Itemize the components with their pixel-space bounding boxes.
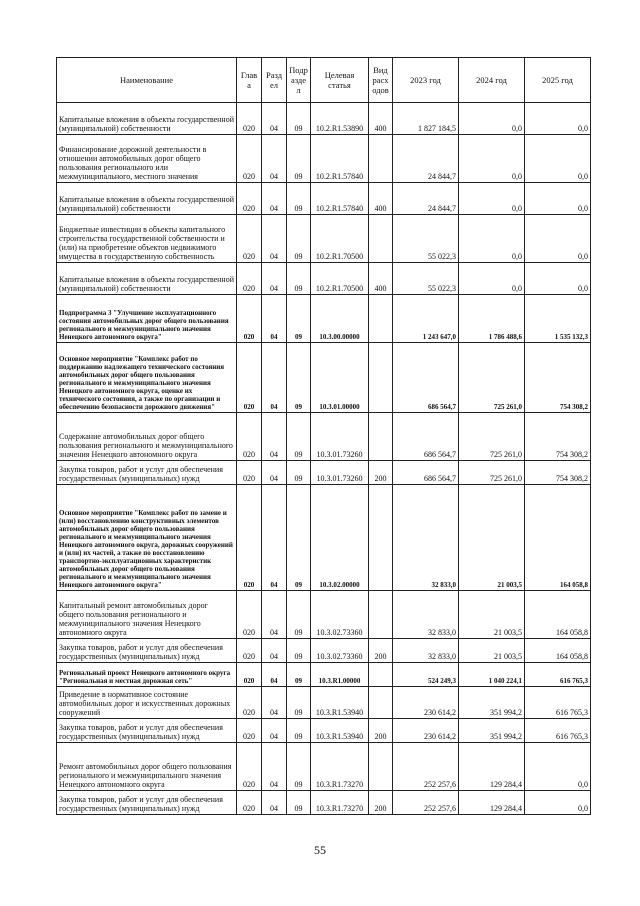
cell-name: Приведение в нормативное состояние автомобильных дорог и искусственных дорожных сооружений (57, 687, 237, 719)
cell-article: 10.3.01.73260 (311, 461, 369, 485)
cell-vid (369, 663, 393, 687)
cell-name: Капитальные вложения в объекты государственной (муниципальной) собственности (57, 183, 237, 215)
table-row (57, 591, 591, 639)
cell-vid (369, 295, 393, 343)
cell-article: 10.2.R1.70500 (311, 215, 369, 263)
cell-name: Капитальный ремонт автомобильных дорог общего пользования регионального и межмуниципального значения Ненецкого автономного округа (57, 591, 237, 639)
cell-article: 10.3.02.73360 (311, 591, 369, 639)
cell-2024: 0,0 (459, 263, 525, 295)
cell-article: 10.3.R1.73270 (311, 791, 369, 815)
cell-vid (369, 343, 393, 413)
cell-2023: 1 827 184,5 (393, 103, 459, 135)
table-row (57, 413, 591, 461)
cell-glava: 020 (237, 639, 262, 663)
cell-glava: 020 (237, 461, 262, 485)
cell-name: Основное мероприятие "Комплекс работ по замене и (или) восстановлению конструктивных элементов автомобильных дорог общего пользования регионального и межмуниципального значения Ненецкого автономного округа, дорожных сооружений и (или) их частей, а также по восстановлению транспортно-эксплуатационных характеристик автомобильных дорог общего пользования регионального и межмуниципального значения Ненецкого автономного округа" (57, 485, 237, 591)
table-row (57, 687, 591, 719)
cell-article: 10.3.R1.53940 (311, 719, 369, 743)
table-row (57, 791, 591, 815)
header-2025: 2025 год (525, 58, 591, 103)
cell-2023: 32 833,0 (393, 485, 459, 591)
cell-podrazdel: 09 (287, 263, 311, 295)
cell-glava: 020 (237, 743, 262, 791)
cell-razdel: 04 (262, 639, 287, 663)
page-number: 55 (314, 843, 326, 857)
cell-2025: 754 308,2 (525, 461, 591, 485)
cell-2025: 164 058,8 (525, 485, 591, 591)
cell-2024: 0,0 (459, 215, 525, 263)
cell-glava: 020 (237, 687, 262, 719)
cell-razdel: 04 (262, 485, 287, 591)
cell-podrazdel: 09 (287, 663, 311, 687)
cell-2023: 252 257,6 (393, 791, 459, 815)
cell-vid (369, 135, 393, 183)
cell-razdel: 04 (262, 103, 287, 135)
table-row (57, 743, 591, 791)
table-row (57, 461, 591, 485)
table-row (57, 263, 591, 295)
cell-podrazdel: 09 (287, 215, 311, 263)
cell-name: Капитальные вложения в объекты государственной (муниципальной) собственности (57, 263, 237, 295)
cell-2024: 0,0 (459, 183, 525, 215)
cell-podrazdel: 09 (287, 103, 311, 135)
header-podrazdel: Подр азде л (287, 58, 311, 103)
cell-2024: 1 040 224,1 (459, 663, 525, 687)
cell-podrazdel: 09 (287, 743, 311, 791)
table-row (57, 215, 591, 263)
table-row (57, 719, 591, 743)
cell-article: 10.3.02.00000 (311, 485, 369, 591)
table-row (57, 343, 591, 413)
cell-2025: 0,0 (525, 103, 591, 135)
cell-2025: 0,0 (525, 183, 591, 215)
cell-name: Бюджетные инвестиции в объекты капитального строительства государственной собственности и (или) на приобретение объектов недвижимого имущества в государственную собственность (57, 215, 237, 263)
cell-vid (369, 743, 393, 791)
cell-2025: 0,0 (525, 743, 591, 791)
cell-2025: 1 535 132,3 (525, 295, 591, 343)
header-name: Наименование (57, 58, 237, 103)
cell-vid: 400 (369, 263, 393, 295)
cell-vid (369, 687, 393, 719)
cell-vid (369, 215, 393, 263)
table-row (57, 485, 591, 591)
cell-name: Финансирование дорожной деятельности в отношении автомобильных дорог общего пользования регионального или межмуниципального, местного значения (57, 135, 237, 183)
cell-2023: 686 564,7 (393, 343, 459, 413)
cell-2023: 55 022,3 (393, 215, 459, 263)
cell-article: 10.2.R1.57840 (311, 135, 369, 183)
table-header-row (57, 58, 591, 103)
cell-glava: 020 (237, 485, 262, 591)
cell-2023: 24 844,7 (393, 183, 459, 215)
cell-2023: 24 844,7 (393, 135, 459, 183)
cell-podrazdel: 09 (287, 183, 311, 215)
header-razdel: Разд ел (262, 58, 287, 103)
cell-name: Содержание автомобильных дорог общего пользования регионального и межмуниципального значения Ненецкого автономного округа (57, 413, 237, 461)
table-row (57, 663, 591, 687)
cell-glava: 020 (237, 263, 262, 295)
table-row (57, 183, 591, 215)
cell-vid (369, 485, 393, 591)
cell-razdel: 04 (262, 663, 287, 687)
cell-podrazdel: 09 (287, 687, 311, 719)
cell-2024: 725 261,0 (459, 343, 525, 413)
cell-razdel: 04 (262, 791, 287, 815)
table-row (57, 639, 591, 663)
cell-glava: 020 (237, 719, 262, 743)
cell-2025: 0,0 (525, 791, 591, 815)
cell-razdel: 04 (262, 183, 287, 215)
cell-2024: 0,0 (459, 103, 525, 135)
cell-2023: 686 564,7 (393, 461, 459, 485)
cell-glava: 020 (237, 413, 262, 461)
cell-2024: 129 284,4 (459, 791, 525, 815)
cell-vid (369, 413, 393, 461)
cell-2023: 230 614,2 (393, 719, 459, 743)
cell-2024: 21 003,5 (459, 485, 525, 591)
header-2023: 2023 год (393, 58, 459, 103)
cell-2024: 129 284,4 (459, 743, 525, 791)
cell-vid: 400 (369, 183, 393, 215)
header-2024: 2024 год (459, 58, 525, 103)
header-article: Целевая статья (311, 58, 369, 103)
cell-razdel: 04 (262, 343, 287, 413)
cell-2023: 1 243 647,0 (393, 295, 459, 343)
cell-podrazdel: 09 (287, 413, 311, 461)
cell-glava: 020 (237, 295, 262, 343)
cell-article: 10.3.00.00000 (311, 295, 369, 343)
cell-name: Подпрограмма 3 "Улучшение эксплуатационного состояния автомобильных дорог общего пользования регионального и межмуниципального значения Ненецкого автономного округа" (57, 295, 237, 343)
cell-podrazdel: 09 (287, 135, 311, 183)
cell-glava: 020 (237, 215, 262, 263)
cell-2024: 21 003,5 (459, 591, 525, 639)
cell-article: 10.3.R1.00000 (311, 663, 369, 687)
cell-2025: 164 058,8 (525, 639, 591, 663)
cell-razdel: 04 (262, 591, 287, 639)
cell-razdel: 04 (262, 687, 287, 719)
cell-2024: 351 994,2 (459, 719, 525, 743)
cell-article: 10.3.01.00000 (311, 343, 369, 413)
cell-podrazdel: 09 (287, 295, 311, 343)
cell-podrazdel: 09 (287, 485, 311, 591)
table-row (57, 295, 591, 343)
cell-2023: 524 249,3 (393, 663, 459, 687)
cell-2024: 725 261,0 (459, 461, 525, 485)
table-row (57, 135, 591, 183)
cell-2025: 0,0 (525, 215, 591, 263)
cell-2025: 164 058,8 (525, 591, 591, 639)
cell-article: 10.3.01.73260 (311, 413, 369, 461)
cell-vid: 200 (369, 719, 393, 743)
cell-glava: 020 (237, 135, 262, 183)
cell-razdel: 04 (262, 295, 287, 343)
cell-article: 10.2.R1.70500 (311, 263, 369, 295)
cell-2024: 0,0 (459, 135, 525, 183)
cell-name: Закупка товаров, работ и услуг для обеспечения государственных (муниципальных) нужд (57, 719, 237, 743)
cell-razdel: 04 (262, 743, 287, 791)
cell-razdel: 04 (262, 135, 287, 183)
cell-glava: 020 (237, 183, 262, 215)
cell-article: 10.3.02.73360 (311, 639, 369, 663)
cell-2025: 754 308,2 (525, 413, 591, 461)
cell-2023: 252 257,6 (393, 743, 459, 791)
cell-2023: 686 564,7 (393, 413, 459, 461)
cell-vid (369, 591, 393, 639)
cell-podrazdel: 09 (287, 343, 311, 413)
cell-article: 10.2.R1.57840 (311, 183, 369, 215)
cell-name: Ремонт автомобильных дорог общего пользования регионального и межмуниципального значения Ненецкого автономного округа (57, 743, 237, 791)
cell-glava: 020 (237, 591, 262, 639)
cell-vid: 200 (369, 461, 393, 485)
cell-2025: 0,0 (525, 135, 591, 183)
cell-2025: 754 308,2 (525, 343, 591, 413)
cell-podrazdel: 09 (287, 639, 311, 663)
cell-name: Закупка товаров, работ и услуг для обеспечения государственных (муниципальных) нужд (57, 461, 237, 485)
cell-article: 10.3.R1.73270 (311, 743, 369, 791)
cell-article: 10.2.R1.53890 (311, 103, 369, 135)
cell-2024: 1 786 488,6 (459, 295, 525, 343)
cell-podrazdel: 09 (287, 461, 311, 485)
cell-2023: 32 833,0 (393, 591, 459, 639)
cell-podrazdel: 09 (287, 791, 311, 815)
cell-razdel: 04 (262, 215, 287, 263)
cell-2025: 616 765,3 (525, 687, 591, 719)
cell-2024: 725 261,0 (459, 413, 525, 461)
cell-2023: 55 022,3 (393, 263, 459, 295)
cell-vid: 400 (369, 103, 393, 135)
cell-2025: 616 765,3 (525, 663, 591, 687)
cell-podrazdel: 09 (287, 719, 311, 743)
cell-2023: 32 833,0 (393, 639, 459, 663)
cell-2025: 0,0 (525, 263, 591, 295)
header-vid: Вид расх одов (369, 58, 393, 103)
budget-table (56, 57, 591, 815)
cell-razdel: 04 (262, 413, 287, 461)
cell-razdel: 04 (262, 461, 287, 485)
table-body (57, 103, 591, 815)
cell-podrazdel: 09 (287, 591, 311, 639)
cell-name: Капитальные вложения в объекты государственной (муниципальной) собственности (57, 103, 237, 135)
cell-glava: 020 (237, 343, 262, 413)
cell-2024: 21 003,5 (459, 639, 525, 663)
table-row (57, 103, 591, 135)
cell-razdel: 04 (262, 263, 287, 295)
cell-vid: 200 (369, 639, 393, 663)
cell-name: Основное мероприятие "Комплекс работ по поддержанию надлежащего технического состояния автомобильных дорог общего пользования регионального и межмуниципального значения Ненецкого автономного округа, оценке их технического состояния, а также по организации и обеспечению безопасности дорожного движения" (57, 343, 237, 413)
cell-2025: 616 765,3 (525, 719, 591, 743)
cell-2023: 230 614,2 (393, 687, 459, 719)
cell-glava: 020 (237, 663, 262, 687)
cell-name: Закупка товаров, работ и услуг для обеспечения государственных (муниципальных) нужд (57, 791, 237, 815)
cell-2024: 351 994,2 (459, 687, 525, 719)
cell-name: Региональный проект Ненецкого автономного округа "Региональная и местная дорожная сеть" (57, 663, 237, 687)
cell-name: Закупка товаров, работ и услуг для обеспечения государственных (муниципальных) нужд (57, 639, 237, 663)
cell-article: 10.3.R1.53940 (311, 687, 369, 719)
cell-vid: 200 (369, 791, 393, 815)
header-glava: Глав а (237, 58, 262, 103)
cell-glava: 020 (237, 103, 262, 135)
cell-glava: 020 (237, 791, 262, 815)
cell-razdel: 04 (262, 719, 287, 743)
